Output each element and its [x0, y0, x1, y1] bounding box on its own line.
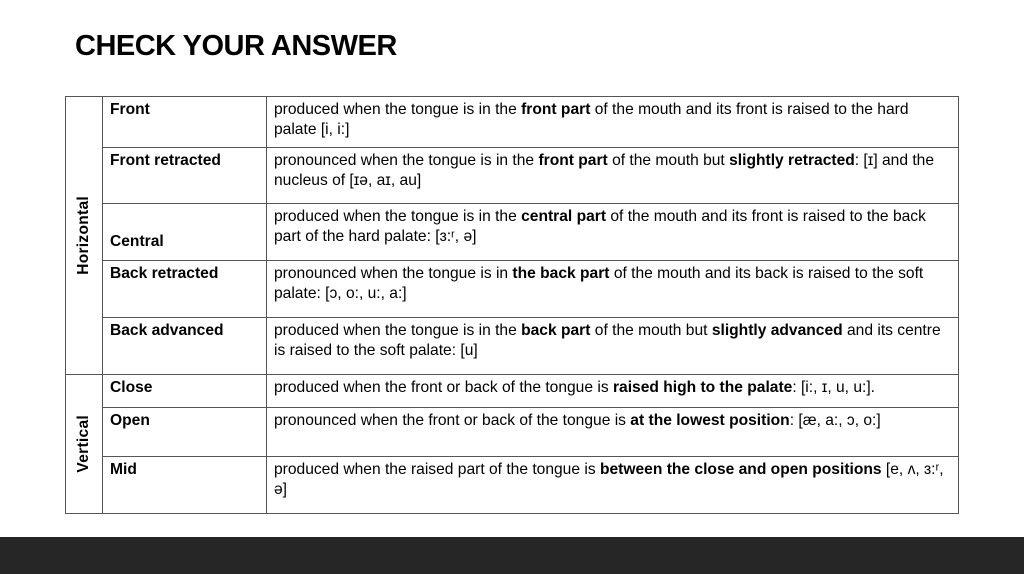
row-description	[267, 318, 959, 375]
table-row	[66, 408, 959, 457]
group-cell-vertical	[66, 375, 103, 514]
row-description	[267, 457, 959, 514]
description-text: produced when the tongue is in the	[274, 322, 522, 339]
row-description	[267, 375, 959, 408]
row-description	[267, 97, 959, 148]
description-text: pronounced when the front or back of the tongue is	[274, 412, 631, 429]
table-row	[66, 204, 959, 261]
description-text: produced when the tongue is in the	[274, 101, 522, 118]
page-title: CHECK YOUR ANSWER	[75, 30, 397, 62]
table-row	[66, 375, 959, 408]
row-description	[267, 408, 959, 457]
description-emphasis: slightly advanced	[711, 322, 843, 339]
description-text: produced when the front or back of the tongue is	[274, 379, 613, 396]
table-row	[66, 457, 959, 514]
description-emphasis: between the close and open positions	[599, 461, 882, 478]
group-label-horizontal: Horizontal	[75, 196, 92, 275]
description-emphasis: slightly retracted	[729, 152, 855, 169]
description-text: and its centre is raised to the soft palate: [u]	[274, 322, 941, 359]
description-emphasis: front part	[521, 101, 591, 118]
row-term: Mid	[103, 457, 267, 514]
description-emphasis: the back part	[512, 265, 610, 282]
row-term: Front retracted	[103, 148, 267, 204]
row-term: Back retracted	[103, 261, 267, 318]
table-row	[66, 148, 959, 204]
description-text: pronounced when the tongue is in	[274, 265, 513, 282]
description-text: [e, ʌ, ɜ:ʳ, ə]	[274, 461, 944, 498]
vowel-classification-table	[65, 96, 959, 514]
table-row	[66, 261, 959, 318]
description-emphasis: raised high to the palate	[612, 379, 793, 396]
row-description	[267, 204, 959, 261]
description-text: pronounced when the tongue is in the	[274, 152, 539, 169]
row-description	[267, 261, 959, 318]
row-term: Close	[103, 375, 267, 408]
row-description	[267, 148, 959, 204]
row-term: Back advanced	[103, 318, 267, 375]
group-cell-horizontal	[66, 97, 103, 375]
description-text: : [ɪ] and the nucleus of [ɪə, aɪ, au]	[274, 152, 935, 189]
group-label-vertical: Vertical	[75, 415, 92, 473]
footer-bar	[0, 537, 1024, 574]
description-text: of the mouth but	[590, 322, 712, 339]
row-term: Front	[103, 97, 267, 148]
description-text: : [i:, ɪ, u, u:].	[792, 379, 875, 396]
description-emphasis: central part	[521, 208, 607, 225]
description-emphasis: front part	[538, 152, 608, 169]
description-emphasis: at the lowest position	[630, 412, 790, 429]
description-text: : [æ, a:, ɔ, o:]	[789, 412, 881, 429]
table-row	[66, 97, 959, 148]
description-emphasis: back part	[521, 322, 591, 339]
description-text: of the mouth and its front is raised to the hard palate [i, i:]	[274, 101, 909, 138]
row-term: Central	[103, 204, 267, 261]
description-text: of the mouth and its back is raised to the soft palate: [ɔ, o:, u:, a:]	[274, 265, 924, 302]
table-row	[66, 318, 959, 375]
description-text: of the mouth but	[607, 152, 730, 169]
description-text: produced when the tongue is in the	[274, 208, 522, 225]
description-text: of the mouth and its front is raised to the back part of the hard palate: [ɜ:ʳ, ə]	[274, 208, 926, 245]
description-text: produced when the raised part of the tongue is	[274, 461, 600, 478]
row-term: Open	[103, 408, 267, 457]
